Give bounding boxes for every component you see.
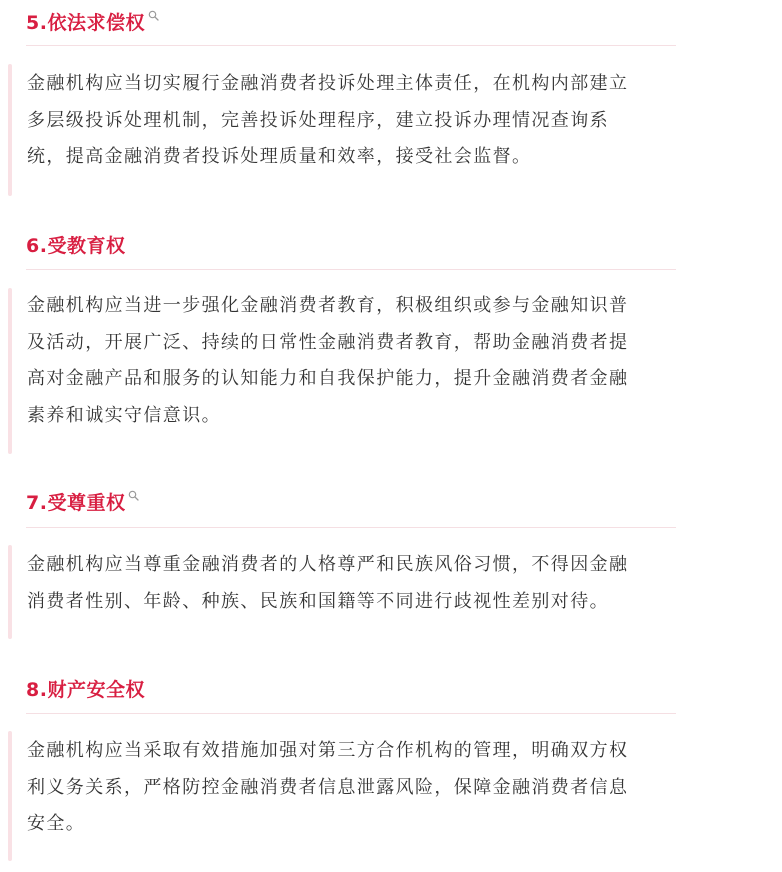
section-7-body <box>0 545 782 639</box>
section-title: 7.受尊重权 <box>26 492 126 514</box>
section-6-body <box>0 288 782 454</box>
section-title: 8.财产安全权 <box>26 679 145 701</box>
paragraph-line: 金融机构应当进一步强化金融消费者教育，积极组织或参与金融知识普 <box>27 295 629 316</box>
paragraph-line: 多层级投诉处理机制，完善投诉处理程序，建立投诉办理情况查询系 <box>27 109 609 131</box>
quote-bar <box>8 288 12 454</box>
section-heading <box>26 490 139 516</box>
search-icon[interactable] <box>128 490 139 501</box>
section-8-body <box>0 731 782 861</box>
section-paragraph <box>27 66 687 176</box>
section-divider <box>26 713 676 714</box>
paragraph-line: 素养和诚实守信意识。 <box>27 404 221 426</box>
paragraph-line: 金融机构应当切实履行金融消费者投诉处理主体责任，在机构内部建立 <box>27 73 629 94</box>
section-title: 5.依法求偿权 <box>26 12 145 34</box>
paragraph-line: 及活动，开展广泛、持续的日常性金融消费者教育，帮助金融消费者提 <box>27 331 629 353</box>
paragraph-line: 金融机构应当尊重金融消费者的人格尊严和民族风俗习惯，不得因金融 <box>27 554 629 575</box>
section-paragraph <box>27 288 687 434</box>
search-icon[interactable] <box>148 10 159 21</box>
paragraph-line: 统，提高金融消费者投诉处理质量和效率，接受社会监督。 <box>27 146 532 167</box>
paragraph-line: 安全。 <box>27 813 86 834</box>
section-title: 6.受教育权 <box>26 235 126 257</box>
quote-bar <box>8 731 12 861</box>
section-heading <box>26 677 145 703</box>
section-divider <box>26 527 676 528</box>
quote-bar <box>8 64 12 196</box>
paragraph-line: 高对金融产品和服务的认知能力和自我保护能力，提升金融消费者金融 <box>27 368 629 389</box>
section-heading <box>26 233 125 259</box>
paragraph-line: 金融机构应当采取有效措施加强对第三方合作机构的管理，明确双方权 <box>27 740 629 761</box>
section-paragraph <box>27 733 687 843</box>
section-heading <box>26 10 159 36</box>
section-divider <box>26 269 676 270</box>
section-5-body <box>0 64 782 196</box>
section-paragraph <box>27 547 687 620</box>
section-divider <box>26 45 676 46</box>
quote-bar <box>8 545 12 639</box>
paragraph-line: 利义务关系，严格防控金融消费者信息泄露风险，保障金融消费者信息 <box>27 776 629 798</box>
paragraph-line: 消费者性别、年龄、种族、民族和国籍等不同进行歧视性差别对待。 <box>27 590 609 612</box>
